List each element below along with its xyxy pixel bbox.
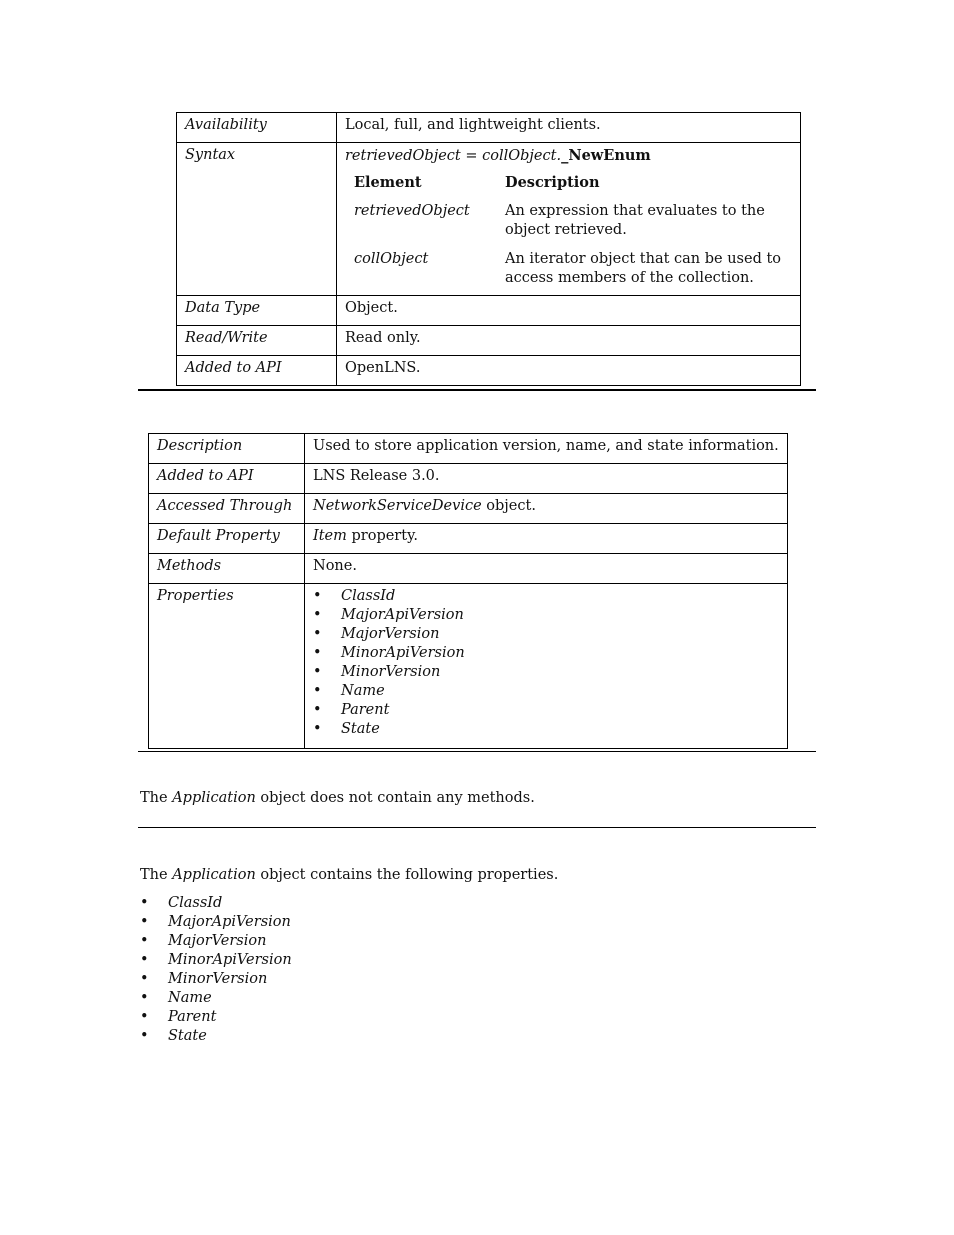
properties-row — [149, 584, 788, 749]
default-property-value — [305, 524, 788, 554]
default-property-label: Default Property — [149, 524, 305, 554]
added-row — [177, 356, 801, 386]
element-description: An expression that evaluates to the object retrieved. — [505, 203, 765, 238]
section-divider — [138, 389, 816, 391]
default-property-suffix: property. — [346, 528, 418, 544]
accessed-object: NetworkServiceDevice — [313, 498, 482, 514]
property-item: • State — [313, 720, 779, 739]
property-item: • Parent — [313, 701, 779, 720]
syntax-member: _NewEnum — [561, 147, 651, 164]
element-name: retrievedObject — [354, 203, 470, 219]
property-item: • MinorApiVersion — [313, 644, 779, 663]
accessed-row — [149, 494, 788, 524]
readwrite-label: Read/Write — [177, 326, 337, 356]
element-description: An iterator object that can be used to access members of the collection. — [505, 251, 782, 286]
element-row — [345, 199, 792, 247]
property-info-table — [176, 112, 801, 386]
properties-prefix: The — [140, 867, 173, 883]
properties-label: Properties — [149, 584, 305, 749]
element-name: collObject — [354, 251, 429, 267]
property-list-item: • MinorApiVersion — [140, 951, 292, 970]
element-header: Element — [354, 174, 422, 191]
readwrite-row — [177, 326, 801, 356]
property-item: • MajorApiVersion — [313, 606, 779, 625]
datatype-value: Object. — [337, 296, 801, 326]
added-api-row — [149, 464, 788, 494]
syntax-expression — [345, 146, 792, 166]
properties-list — [313, 587, 779, 739]
syntax-row — [177, 143, 801, 296]
methods-label: Methods — [149, 554, 305, 584]
property-list-item: • Name — [140, 989, 292, 1008]
element-description-header: Description — [505, 174, 600, 191]
added-value: OpenLNS. — [337, 356, 801, 386]
description-row — [149, 434, 788, 464]
description-value: Used to store application version, name, and state information. — [305, 434, 788, 464]
object-info-table — [148, 433, 788, 749]
property-item: • ClassId — [313, 587, 779, 606]
property-list-item: • State — [140, 1027, 292, 1046]
element-row — [345, 247, 792, 295]
datatype-label: Data Type — [177, 296, 337, 326]
added-api-value: LNS Release 3.0. — [305, 464, 788, 494]
section-divider — [138, 751, 816, 752]
property-list-item: • MajorVersion — [140, 932, 292, 951]
properties-bullet-list — [140, 894, 292, 1046]
property-list-item: • ClassId — [140, 894, 292, 913]
availability-label: Availability — [177, 113, 337, 143]
syntax-cell — [337, 143, 801, 296]
property-list-item: • MinorVersion — [140, 970, 292, 989]
default-property-object: Item — [313, 528, 347, 544]
readwrite-value: Read only. — [337, 326, 801, 356]
accessed-label: Accessed Through — [149, 494, 305, 524]
properties-suffix: object contains the following properties. — [255, 867, 559, 883]
element-table — [345, 170, 792, 295]
description-label: Description — [149, 434, 305, 464]
syntax-dot: . — [556, 148, 562, 164]
methods-value: None. — [305, 554, 788, 584]
methods-suffix: object does not contain any methods. — [255, 790, 535, 806]
availability-value: Local, full, and lightweight clients. — [337, 113, 801, 143]
default-property-row — [149, 524, 788, 554]
property-item: • MinorVersion — [313, 663, 779, 682]
added-label: Added to API — [177, 356, 337, 386]
methods-object: Application — [172, 790, 256, 806]
methods-prefix: The — [140, 790, 173, 806]
section-divider — [138, 827, 816, 828]
methods-paragraph — [140, 789, 535, 808]
datatype-row — [177, 296, 801, 326]
properties-cell — [305, 584, 788, 749]
syntax-coll: collObject — [482, 148, 557, 164]
syntax-retrieved: retrievedObject — [345, 148, 461, 164]
accessed-value — [305, 494, 788, 524]
methods-row — [149, 554, 788, 584]
properties-paragraph — [140, 866, 558, 885]
property-item: • MajorVersion — [313, 625, 779, 644]
availability-row — [177, 113, 801, 143]
added-api-label: Added to API — [149, 464, 305, 494]
properties-object: Application — [172, 867, 256, 883]
accessed-suffix: object. — [481, 498, 536, 514]
syntax-equals: = — [460, 148, 483, 164]
property-list-item: • MajorApiVersion — [140, 913, 292, 932]
property-list-item: • Parent — [140, 1008, 292, 1027]
property-item: • Name — [313, 682, 779, 701]
syntax-label: Syntax — [177, 143, 337, 296]
